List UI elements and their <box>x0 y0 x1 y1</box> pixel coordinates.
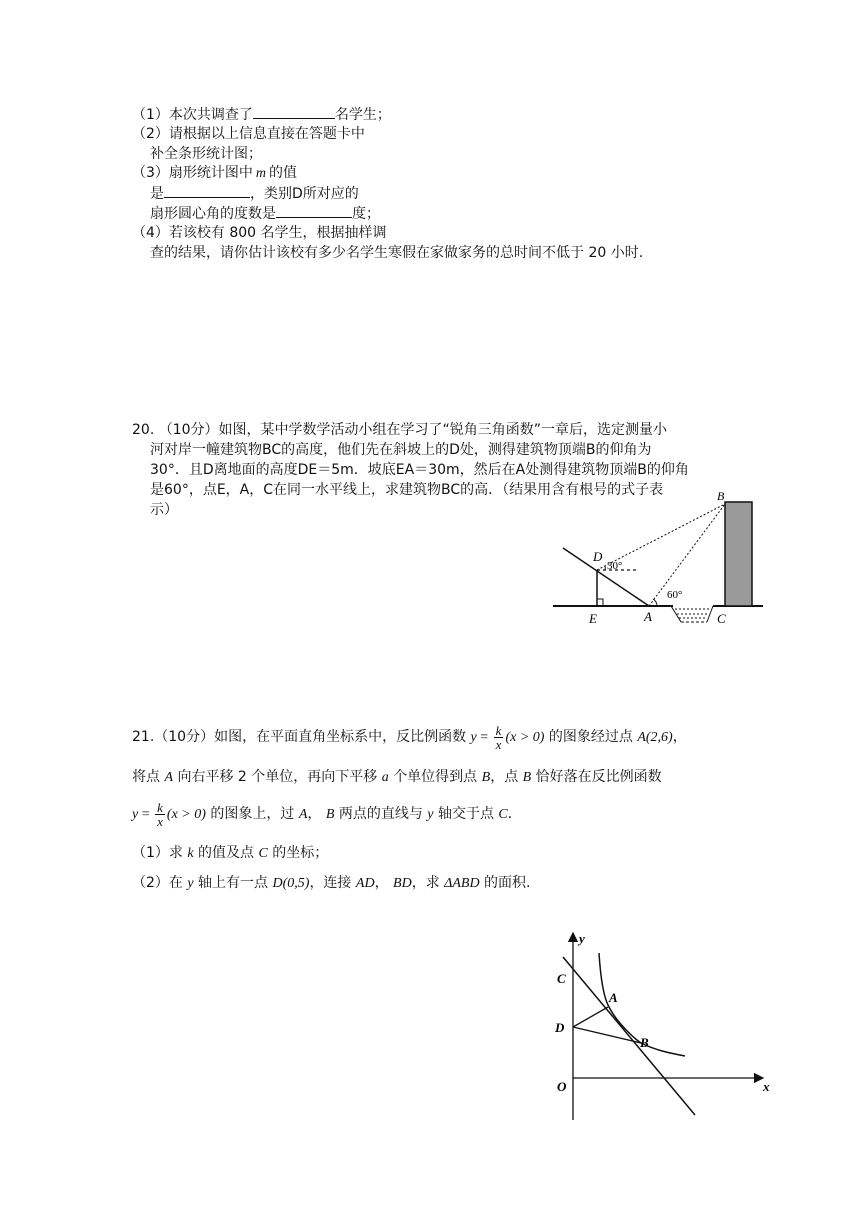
q19-item3-line1 <box>132 163 297 184</box>
text: （2）在 <box>132 875 183 891</box>
q20-line4: 是60°，点E，A，C在同一水平线上，求建筑物BC的高．（结果用含有根号的式子表 <box>150 482 664 498</box>
var-m: m <box>255 166 267 181</box>
eq-sign: = <box>476 730 492 745</box>
text: 轴交于点 <box>437 806 494 822</box>
text: ， <box>307 806 322 822</box>
q19-item1-prefix: （1）本次共调查了 <box>132 107 253 123</box>
domain-condition: (x > 0) <box>505 730 545 745</box>
label-y: y <box>579 931 585 946</box>
q19-item1 <box>132 104 391 125</box>
var-C: C <box>258 846 268 861</box>
q19-item3-line2-prefix: 是 <box>150 186 164 202</box>
var-k: k <box>187 846 194 861</box>
var-B: B <box>522 770 532 785</box>
q19-item1-suffix: 名学生； <box>334 107 391 123</box>
text: 的值及点 <box>198 845 255 861</box>
var-A: A <box>164 770 174 785</box>
var-C: C <box>498 807 508 822</box>
label-B: B <box>717 489 725 503</box>
label-D: D <box>555 1020 565 1035</box>
label-x: x <box>763 1079 770 1094</box>
frac-denominator: x <box>495 736 502 752</box>
var-B: B <box>481 770 491 785</box>
river-edge <box>671 606 681 622</box>
var-A: A <box>298 807 308 822</box>
q21-line1-prefix: 21.（10分）如图，在平面直角坐标系中，反比例函数 <box>132 729 467 745</box>
segment-AD: AD <box>355 876 375 891</box>
triangle-ABD: ΔABD <box>444 876 480 891</box>
answer-blank <box>253 104 335 119</box>
point-D: D(0,5) <box>272 876 310 891</box>
q21-line1-mid: 的图象经过点 <box>548 729 633 745</box>
q21-line2 <box>132 767 662 788</box>
frac-denominator: x <box>157 813 163 829</box>
var-y: y <box>187 876 194 891</box>
frac-numerator: k <box>157 799 163 815</box>
label-C: C <box>557 971 566 986</box>
eq-sign: = <box>138 807 154 822</box>
var-y: y <box>427 807 434 822</box>
q19-item4-line1: （4）若该校有 800 名学生，根据抽样调 <box>132 225 387 241</box>
slope-line <box>563 548 649 606</box>
text: 的坐标； <box>272 845 329 861</box>
text: （1）求 <box>132 845 183 861</box>
river-edge <box>707 606 713 622</box>
q20-line1: 20. （10分）如图，某中学数学活动小组在学习了“锐角三角函数”一章后，选定测量小 <box>132 422 668 438</box>
q19-item2-line2: 补全条形统计图； <box>150 146 262 162</box>
var-y: y <box>132 807 139 822</box>
segment-DA <box>573 1007 608 1027</box>
var-y: y <box>470 730 477 745</box>
var-B: B <box>325 807 335 822</box>
line-AB <box>563 957 695 1115</box>
point-A: A(2,6) <box>637 730 673 745</box>
q21-line1 <box>132 720 687 755</box>
label-A: A <box>609 990 618 1005</box>
q19-item4-line2: 查的结果，请你估计该校有多少名学生寒假在家做家务的总时间不低于 20 小时. <box>150 245 644 261</box>
text: 恰好落在反比例函数 <box>535 769 662 785</box>
fraction-k-over-x <box>155 801 165 828</box>
text: ，求 <box>411 875 440 891</box>
text: ． <box>507 806 522 822</box>
fraction-k-over-x <box>494 724 504 751</box>
river-water <box>675 609 709 618</box>
q19-item3-prefix: （3）扇形统计图中 <box>132 165 253 181</box>
domain-condition: (x > 0) <box>166 807 206 822</box>
frac-numerator: k <box>495 722 502 738</box>
text: ， <box>374 875 389 891</box>
var-a: a <box>381 770 389 785</box>
text: ，连接 <box>309 875 352 891</box>
q19-item3-line2 <box>150 183 359 204</box>
text: 的图象上，过 <box>210 806 295 822</box>
text: 的面积. <box>484 875 531 891</box>
text: ，点 <box>490 769 519 785</box>
answer-blank <box>276 203 352 218</box>
q21-figure <box>545 925 785 1125</box>
label-A: A <box>644 609 652 624</box>
right-angle-mark <box>597 599 603 606</box>
q21-line3 <box>132 797 522 832</box>
q20-line2: 河对岸一幢建筑物BC的高度，他们先在斜坡上的D处，测得建筑物顶端B的仰角为 <box>150 442 652 458</box>
q20-figure <box>545 488 775 633</box>
segment-BD: BD <box>393 876 412 891</box>
label-B: B <box>640 1035 649 1050</box>
q19-item2-line1: （2）请根据以上信息直接在答题卡中 <box>132 126 365 142</box>
answer-blank <box>164 183 250 198</box>
text: 两点的直线与 <box>338 806 423 822</box>
sight-line-AB <box>649 504 725 606</box>
text: 个单位得到点 <box>393 769 478 785</box>
q19-item3-suffix: 的值 <box>269 165 298 181</box>
q21-item1 <box>132 843 328 864</box>
q21-item2 <box>132 873 530 894</box>
label-C: C <box>717 611 726 626</box>
label-O: O <box>557 1079 567 1094</box>
q19-item3-line3-suffix: 度； <box>352 206 380 222</box>
text: 向右平移 2 个单位，再向下平移 <box>177 769 378 785</box>
q19-item3-line2-suffix: ，类别D所对应的 <box>250 186 359 202</box>
q19-item3-line3-prefix: 扇形圆心角的度数是 <box>150 206 276 222</box>
q21-line1-end: ， <box>672 729 687 745</box>
angle-arc-60 <box>653 599 657 606</box>
label-D: D <box>593 549 603 564</box>
q19-item3-line3 <box>150 203 380 224</box>
q20-line3: 30°．且D离地面的高度DE＝5m．坡底EA＝30m，然后在A处测得建筑物顶端B的仰角 <box>150 462 689 478</box>
label-angle-60: 60° <box>667 589 683 601</box>
building-BC <box>725 502 752 606</box>
label-E: E <box>589 611 597 626</box>
text: 将点 <box>132 769 160 785</box>
label-angle-30: 30° <box>607 560 623 572</box>
q20-line5: 示） <box>150 502 178 518</box>
text: 轴上有一点 <box>198 875 269 891</box>
